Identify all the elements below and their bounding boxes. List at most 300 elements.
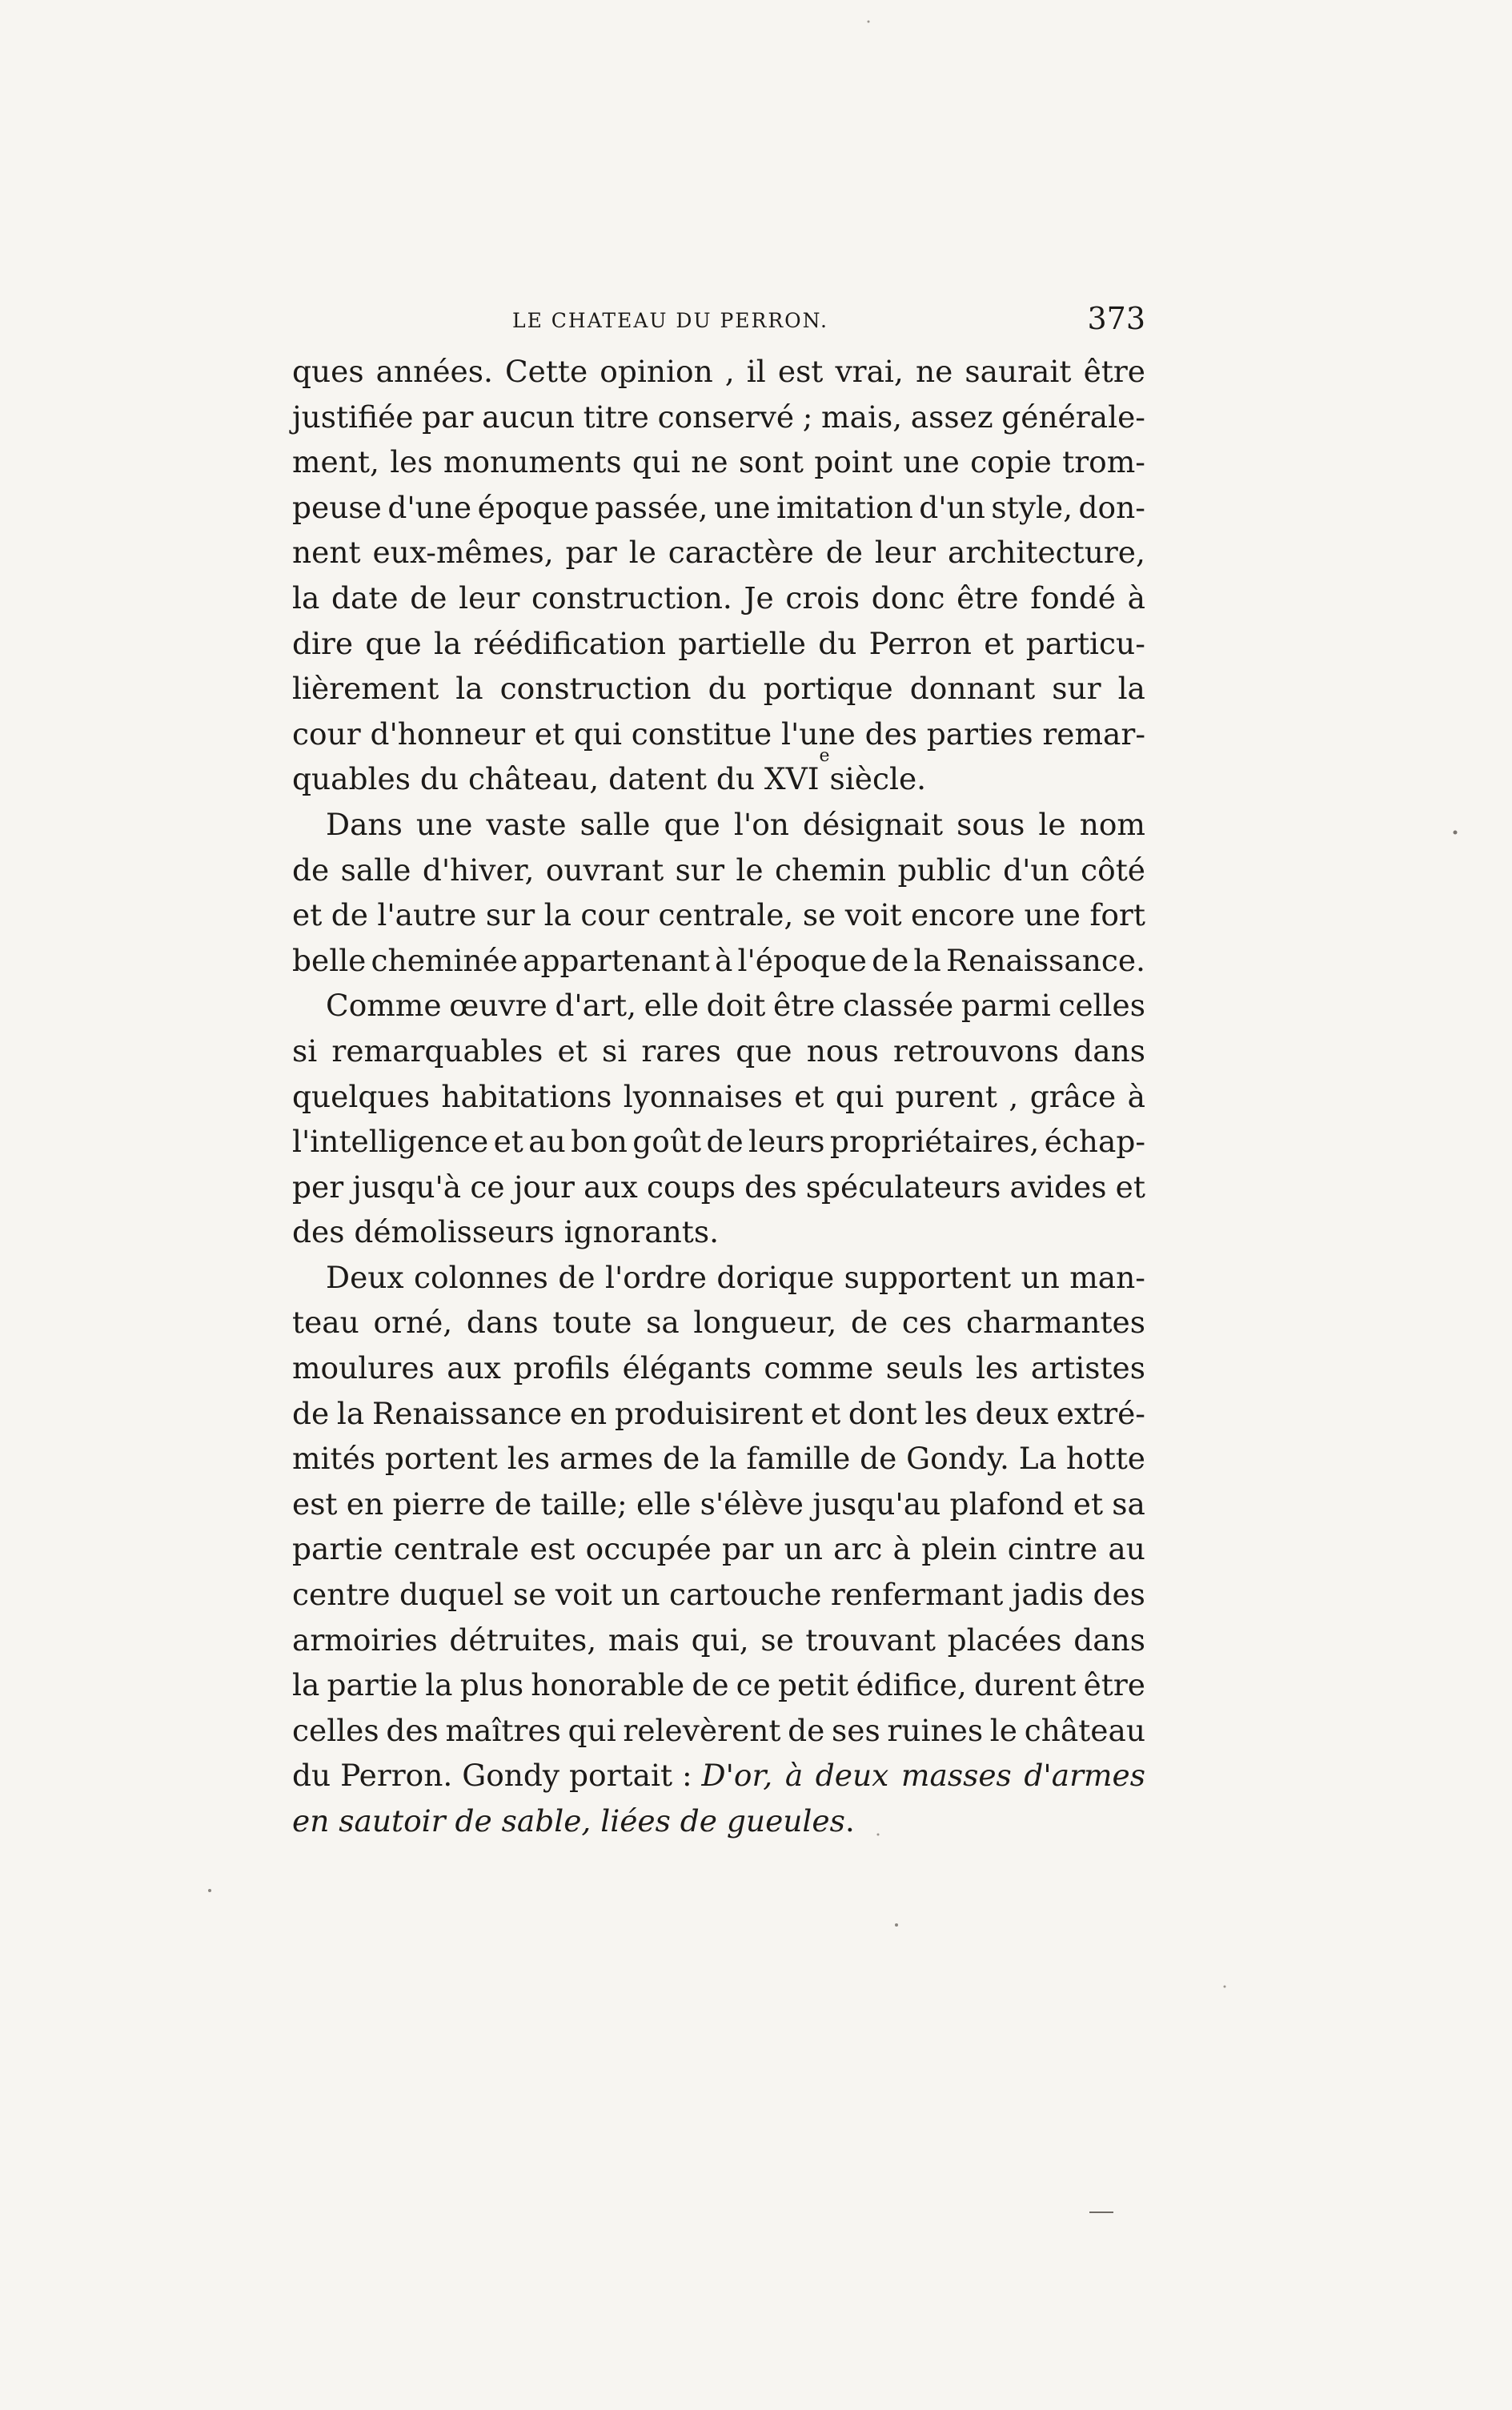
word: des <box>744 1169 797 1205</box>
text-line <box>292 621 1145 667</box>
word: années. <box>375 354 493 389</box>
word: le <box>736 852 764 888</box>
speck <box>1224 1986 1226 1988</box>
text-line <box>292 848 1145 893</box>
word: appartenant <box>523 942 710 978</box>
word: de <box>494 1486 532 1522</box>
word: teau <box>292 1305 359 1341</box>
word: que <box>736 1033 792 1069</box>
word: de <box>663 1441 700 1477</box>
word: de <box>292 852 330 888</box>
text-line <box>292 746 1145 802</box>
word: , <box>1009 1078 1019 1114</box>
speck <box>868 21 870 23</box>
word: vrai, <box>835 354 904 389</box>
word: château <box>1024 1712 1145 1748</box>
word: sous <box>957 806 1025 842</box>
word: crois <box>785 579 860 616</box>
word: jadis <box>1012 1577 1084 1613</box>
word: Comme <box>326 988 442 1024</box>
word: élégants <box>622 1350 752 1386</box>
word: sur <box>1052 671 1101 707</box>
line-text: du Perron. Gondy portait : <box>292 1758 702 1794</box>
word: se <box>512 1577 547 1613</box>
text-line <box>292 1526 1145 1572</box>
word: une <box>415 806 473 842</box>
word: mais, <box>821 399 903 435</box>
word: sa <box>1112 1486 1145 1522</box>
word: durent <box>973 1667 1077 1703</box>
word: de <box>706 1124 744 1160</box>
text-line <box>292 349 1145 395</box>
word: extré- <box>1056 1395 1145 1431</box>
word: public <box>897 852 992 888</box>
word: supportent <box>844 1259 1012 1295</box>
word: celles <box>292 1712 379 1748</box>
speck <box>208 1889 211 1892</box>
word: goût <box>632 1124 702 1160</box>
italic-blazon: D'or, à deux masses d'armes <box>701 1758 1145 1794</box>
word: taille; <box>540 1486 628 1522</box>
word: une <box>903 444 960 480</box>
word: purent <box>895 1078 997 1114</box>
word: est <box>292 1486 338 1522</box>
word: à <box>714 942 733 978</box>
word: dans <box>1073 1622 1145 1658</box>
word: plus <box>459 1667 524 1703</box>
word: l'époque <box>737 942 867 978</box>
word: passée, <box>595 489 708 525</box>
word: et <box>493 1124 523 1160</box>
text-line <box>292 1572 1145 1618</box>
word: les <box>924 1395 968 1431</box>
word: de <box>825 535 863 571</box>
word: architecture, <box>947 535 1145 571</box>
word: le <box>1038 806 1066 842</box>
word: et <box>794 1078 824 1114</box>
text-line <box>292 1165 1145 1210</box>
word: à <box>1127 1078 1145 1114</box>
word: eux-mêmes, <box>372 535 554 571</box>
word: des <box>864 716 918 752</box>
text-line <box>292 1391 1145 1437</box>
superscript: e <box>819 746 830 767</box>
word: style, <box>991 489 1073 525</box>
word: donnant <box>909 671 1036 707</box>
word: cour <box>580 897 650 933</box>
word: que <box>664 806 720 842</box>
text-line <box>292 1662 1145 1708</box>
word: qui <box>573 716 623 752</box>
word: de <box>872 942 909 978</box>
word: placées <box>947 1622 1062 1658</box>
word: désignait <box>803 806 944 842</box>
text-line <box>292 439 1145 485</box>
word: caractère <box>668 535 814 571</box>
word: classée <box>843 988 954 1024</box>
word: man- <box>1069 1259 1145 1295</box>
word: ce <box>736 1667 771 1703</box>
word: parmi <box>961 988 1051 1024</box>
word: être <box>1083 1667 1145 1703</box>
paragraph-2 <box>292 802 1145 983</box>
word: famille <box>746 1441 851 1477</box>
word: mités <box>292 1441 376 1477</box>
word: orné, <box>373 1305 453 1341</box>
word: leur <box>874 535 936 571</box>
word: qui <box>568 1712 616 1748</box>
word: doit <box>706 988 766 1024</box>
line-text: quables du château, datent du XVI <box>292 761 820 797</box>
word: longueur, <box>693 1305 837 1341</box>
line-tail: . <box>844 1803 855 1839</box>
word: retrouvons <box>893 1033 1060 1069</box>
word: Renaissance. <box>945 942 1145 978</box>
word: se <box>760 1622 794 1658</box>
word: la <box>292 1667 320 1703</box>
word: la <box>455 671 483 707</box>
word: leur <box>459 579 520 616</box>
text-line: des démolisseurs ignorants. <box>292 1214 720 1250</box>
word: détruites, <box>449 1622 597 1658</box>
text-line <box>292 485 1145 531</box>
word: jour <box>513 1169 575 1205</box>
word: assez <box>910 399 993 435</box>
word: par <box>722 1531 774 1567</box>
word: un <box>784 1531 823 1567</box>
word: sur <box>675 852 724 888</box>
word: ; <box>802 399 813 435</box>
word: le <box>628 535 656 571</box>
word: rares <box>641 1033 722 1069</box>
text-line <box>292 1798 1145 1844</box>
word: cheminée <box>371 942 518 978</box>
word: l'autre <box>377 897 477 933</box>
word: salle <box>580 806 651 842</box>
text-line <box>292 1345 1145 1391</box>
word: la <box>1117 671 1145 707</box>
word: petit <box>778 1667 849 1703</box>
word: quelques <box>292 1078 430 1114</box>
word: hotte <box>1065 1441 1145 1477</box>
word: partie <box>327 1667 419 1703</box>
italic-blazon: en sautoir de sable, liées de gueules <box>292 1803 845 1839</box>
word: que <box>365 625 422 661</box>
page-number: 373 <box>1087 301 1145 336</box>
word: trouvant <box>805 1622 936 1658</box>
word: fondé <box>1030 579 1116 616</box>
text-line <box>292 1436 1145 1482</box>
word: et <box>984 625 1014 661</box>
word: justifiée <box>292 399 414 435</box>
word: encore <box>910 897 1016 933</box>
word: seuls <box>885 1350 964 1386</box>
word: monuments <box>443 444 622 480</box>
word: un <box>621 1577 660 1613</box>
word: d'une <box>387 489 472 525</box>
word: œuvre <box>449 988 547 1024</box>
word: du <box>818 625 857 661</box>
speck <box>1454 831 1458 835</box>
word: armes <box>559 1441 654 1477</box>
text-line <box>292 1074 1145 1120</box>
word: donc <box>871 579 945 616</box>
text-line <box>292 1255 1145 1301</box>
word: colonnes <box>414 1259 548 1295</box>
word: dorique <box>716 1259 835 1295</box>
text-line <box>292 1708 1145 1754</box>
word: point <box>814 444 893 480</box>
word: centre <box>292 1577 391 1613</box>
paragraph-4 <box>292 1255 1145 1844</box>
word: de <box>410 579 447 616</box>
word: relevèrent <box>623 1712 781 1748</box>
text-line <box>292 1300 1145 1345</box>
word: qui <box>632 444 680 480</box>
word: qui, <box>691 1622 749 1658</box>
line-tail: siècle. <box>829 761 927 797</box>
paragraph-3 <box>292 983 1145 1255</box>
word: de <box>860 1441 897 1477</box>
word: de <box>292 1395 330 1431</box>
word: la <box>433 625 462 661</box>
word: dans <box>1073 1033 1145 1069</box>
word: générale- <box>1001 399 1145 435</box>
word: leurs <box>748 1124 825 1160</box>
word: si <box>601 1033 628 1069</box>
word: constitue <box>631 716 772 752</box>
word: construction <box>499 671 692 707</box>
word: d'hiver, <box>422 852 535 888</box>
word: de <box>850 1305 888 1341</box>
body-text <box>292 349 1145 1844</box>
word: nous <box>806 1033 879 1069</box>
word: parties <box>926 716 1033 752</box>
word: maîtres <box>445 1712 561 1748</box>
word: et <box>557 1033 588 1069</box>
word: Deux <box>326 1259 404 1295</box>
word: elle <box>644 988 700 1024</box>
word: par <box>565 535 617 571</box>
word: habitations <box>441 1078 612 1114</box>
word: une <box>713 489 771 525</box>
word: salle <box>340 852 411 888</box>
word: mais <box>608 1622 680 1658</box>
word: d'un <box>919 489 985 525</box>
word: par <box>422 399 474 435</box>
word: dire <box>292 625 354 661</box>
text-line <box>292 712 1145 757</box>
word: Gondy. <box>906 1441 1009 1477</box>
word: bon <box>571 1124 628 1160</box>
word: nent <box>292 535 361 571</box>
word: est <box>777 354 824 389</box>
word: échap- <box>1044 1124 1145 1160</box>
word: d'art, <box>555 988 637 1024</box>
word: remarquables <box>331 1033 543 1069</box>
word: charmantes <box>965 1305 1145 1341</box>
word: jusqu'au <box>812 1486 941 1522</box>
word: ruines <box>887 1712 984 1748</box>
word: nom <box>1079 806 1145 842</box>
word: belle <box>292 942 367 978</box>
word: la <box>292 579 320 616</box>
word: Dans <box>326 806 403 842</box>
text-line <box>292 1753 1145 1798</box>
word: plein <box>921 1531 997 1567</box>
word: se <box>802 897 836 933</box>
word: lyonnaises <box>623 1078 783 1114</box>
word: et <box>1115 1169 1145 1205</box>
word: , <box>724 354 735 389</box>
word: l'ordre <box>604 1259 707 1295</box>
word: renfermant <box>830 1577 1004 1613</box>
paragraph-1 <box>292 349 1145 802</box>
word: côté <box>1081 852 1145 888</box>
word: des <box>1093 1577 1145 1613</box>
word: est <box>529 1531 576 1567</box>
word: sa <box>646 1305 680 1341</box>
word: la <box>543 897 572 933</box>
speck <box>895 1923 898 1927</box>
word: il <box>746 354 766 389</box>
word: en <box>569 1395 608 1431</box>
word: vaste <box>486 806 567 842</box>
text-line <box>292 983 1145 1029</box>
word: de <box>788 1712 825 1748</box>
word: peuse <box>292 489 382 525</box>
word: à <box>1127 579 1145 616</box>
word: de <box>331 897 368 933</box>
word: chemin <box>775 852 887 888</box>
word: du <box>708 671 747 707</box>
word: particu- <box>1025 625 1145 661</box>
word: de <box>692 1667 729 1703</box>
word: arc <box>833 1531 883 1567</box>
word: profils <box>513 1350 611 1386</box>
word: d'honneur <box>370 716 526 752</box>
word: ques <box>292 354 364 389</box>
word: et <box>810 1395 841 1431</box>
text-line <box>292 1029 1145 1074</box>
word: être <box>772 988 836 1024</box>
word: la <box>913 942 941 978</box>
text-line <box>292 892 1145 938</box>
text-line <box>292 802 1145 848</box>
word: copie <box>970 444 1052 480</box>
word: occupée <box>585 1531 712 1567</box>
word: aucun <box>482 399 575 435</box>
word: de <box>558 1259 596 1295</box>
word: duquel <box>399 1577 504 1613</box>
word: la <box>709 1441 737 1477</box>
word: elle <box>636 1486 692 1522</box>
word: au <box>1108 1531 1145 1567</box>
text-line <box>292 575 1145 621</box>
word: ouvrant <box>545 852 664 888</box>
word: ne <box>915 354 953 389</box>
running-head <box>292 301 1145 349</box>
word: et <box>292 897 323 933</box>
word: per <box>292 1169 344 1205</box>
word: s'élève <box>700 1486 804 1522</box>
word: si <box>292 1033 318 1069</box>
word: avides <box>1009 1169 1107 1205</box>
word: plafond <box>949 1486 1065 1522</box>
word: époque <box>477 489 589 525</box>
word: deux <box>975 1395 1049 1431</box>
word: titre <box>583 399 649 435</box>
text-line <box>292 666 1145 712</box>
word: opinion <box>600 354 713 389</box>
word: Je <box>744 579 774 616</box>
word: ne <box>691 444 728 480</box>
word: qui <box>835 1078 884 1114</box>
word: grâce <box>1029 1078 1117 1114</box>
word: l'une <box>781 716 856 752</box>
word: propriétaires, <box>829 1124 1040 1160</box>
word: saurait <box>965 354 1072 389</box>
word: les <box>975 1350 1019 1386</box>
word: la <box>425 1667 453 1703</box>
word: les <box>507 1441 551 1477</box>
word: cintre <box>1007 1531 1098 1567</box>
word: centrale <box>393 1531 519 1567</box>
word: conservé <box>657 399 795 435</box>
word: honorable <box>531 1667 685 1703</box>
word: ses <box>832 1712 880 1748</box>
word: remar- <box>1042 716 1145 752</box>
word: aux <box>584 1169 638 1205</box>
word: comme <box>764 1350 874 1386</box>
word: partie <box>292 1531 383 1567</box>
word: spéculateurs <box>805 1169 1001 1205</box>
word: Cette <box>504 354 588 389</box>
word: produisirent <box>614 1395 804 1431</box>
word: voit <box>555 1577 612 1613</box>
text-line <box>292 1119 1145 1165</box>
word: le <box>989 1712 1017 1748</box>
word: sur <box>485 897 535 933</box>
word: une <box>1024 897 1081 933</box>
word: dont <box>848 1395 917 1431</box>
word: coups <box>647 1169 736 1205</box>
word: l'on <box>733 806 789 842</box>
word: moulures <box>292 1350 435 1386</box>
word: portique <box>763 671 893 707</box>
word: Perron <box>868 625 972 661</box>
word: armoiries <box>292 1622 438 1658</box>
word: au <box>528 1124 566 1160</box>
text-line <box>292 1618 1145 1663</box>
word: toute <box>552 1305 632 1341</box>
word: à <box>892 1531 911 1567</box>
word: pierre <box>392 1486 486 1522</box>
word: en <box>346 1486 384 1522</box>
word: ce <box>470 1169 505 1205</box>
word: artistes <box>1030 1350 1145 1386</box>
word: et <box>1073 1486 1104 1522</box>
word: les <box>390 444 433 480</box>
word: l'intelligence <box>292 1124 489 1160</box>
word: la <box>336 1395 365 1431</box>
text-line <box>292 938 1145 984</box>
word: jusqu'à <box>352 1169 462 1205</box>
word: date <box>331 579 399 616</box>
word: don- <box>1078 489 1145 525</box>
text-line <box>292 1482 1145 1527</box>
word: centrale, <box>658 897 794 933</box>
